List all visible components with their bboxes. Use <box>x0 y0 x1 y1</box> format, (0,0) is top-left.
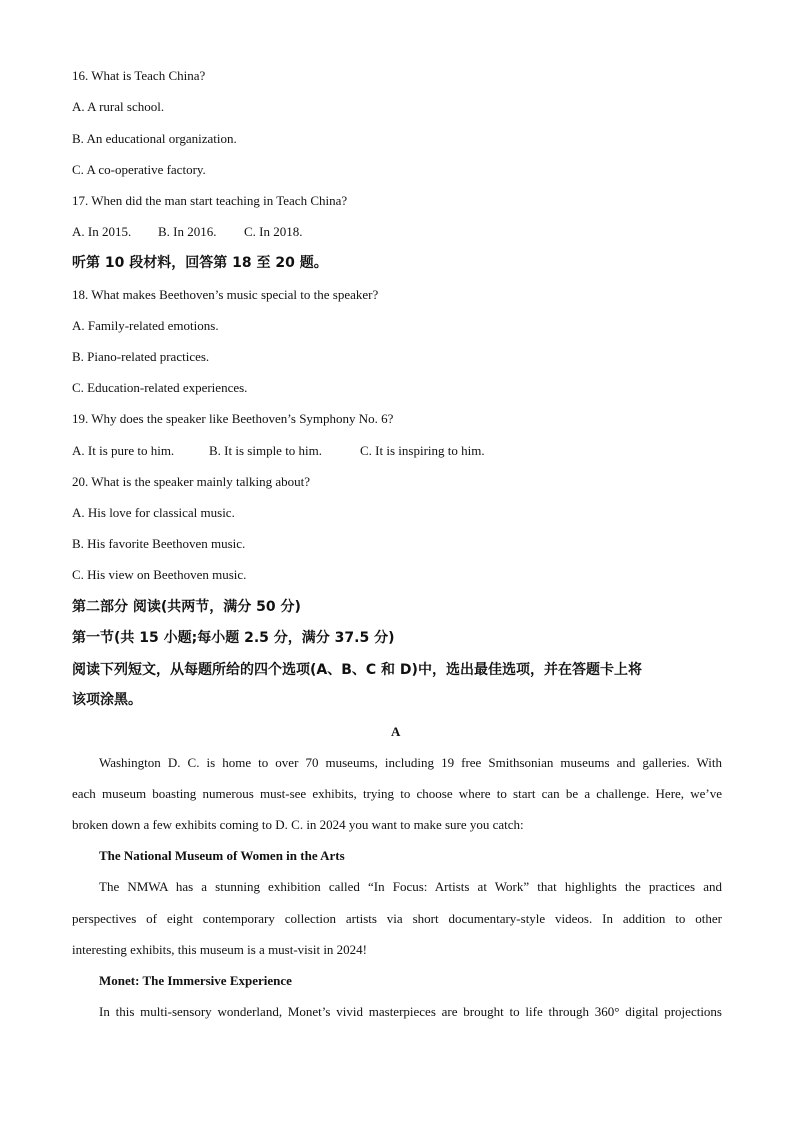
q17-option-a: A. In 2015. <box>72 224 132 239</box>
section-one-title: 第一节(共 15 小题;每小题 2.5 分，满分 37.5 分) <box>72 630 395 646</box>
question-17: 17. When did the man start teaching in Teach China? <box>72 193 348 208</box>
heading-monet: Monet: The Immersive Experience <box>99 973 292 988</box>
monet-paragraph-line-1: In this multi-sensory wonderland, Monet’s vivid masterpieces are brought to life through 360° digital projections <box>99 1004 722 1019</box>
q20-option-a: A. His love for classical music. <box>72 505 235 520</box>
q19-option-a: A. It is pure to him. <box>72 443 175 458</box>
q19-option-b: B. It is simple to him. <box>209 443 323 458</box>
q17-option-b: B. In 2016. <box>158 224 217 239</box>
q20-option-b: B. His favorite Beethoven music. <box>72 536 246 551</box>
q16-option-a: A. A rural school. <box>72 99 165 114</box>
section-10-heading: 听第 10 段材料，回答第 18 至 20 题。 <box>72 255 328 271</box>
q17-option-c: C. In 2018. <box>244 224 303 239</box>
q16-option-c: C. A co-operative factory. <box>72 162 206 177</box>
q18-option-a: A. Family-related emotions. <box>72 318 219 333</box>
q20-option-c: C. His view on Beethoven music. <box>72 567 247 582</box>
q18-option-b: B. Piano-related practices. <box>72 349 210 364</box>
nmwa-paragraph-line-1: The NMWA has a stunning exhibition called “In Focus: Artists at Work” that highlights the practices and <box>99 879 722 894</box>
question-20: 20. What is the speaker mainly talking about? <box>72 474 311 489</box>
intro-line-1: Washington D. C. is home to over 70 museums, including 19 free Smithsonian museums and galleries. With <box>99 755 722 770</box>
nmwa-paragraph-line-3: interesting exhibits, this museum is a must-visit in 2024! <box>72 942 368 957</box>
q19-option-c: C. It is inspiring to him. <box>360 443 485 458</box>
instruction-line-1: 阅读下列短文，从每题所给的四个选项(A、B、C 和 D)中，选出最佳选项，并在答题卡上将 <box>72 662 642 678</box>
nmwa-paragraph-line-2: perspectives of eight contemporary collection artists via short documentary-style videos. In addition to other <box>72 911 722 926</box>
question-16: 16. What is Teach China? <box>72 68 206 83</box>
q16-option-b: B. An educational organization. <box>72 131 237 146</box>
part-two-title: 第二部分 阅读(共两节，满分 50 分) <box>72 599 301 615</box>
heading-nmwa: The National Museum of Women in the Arts <box>99 848 345 863</box>
passage-letter: A <box>391 724 401 739</box>
intro-line-2: each museum boasting numerous must-see exhibits, trying to choose where to start can be a challenge. Here, we’ve <box>72 786 722 801</box>
instruction-line-2: 该项涂黑。 <box>72 692 142 708</box>
question-19: 19. Why does the speaker like Beethoven’s Symphony No. 6? <box>72 411 394 426</box>
q18-option-c: C. Education-related experiences. <box>72 380 248 395</box>
intro-line-3: broken down a few exhibits coming to D. C. in 2024 you want to make sure you catch: <box>72 817 524 832</box>
question-18: 18. What makes Beethoven’s music special to the speaker? <box>72 287 379 302</box>
